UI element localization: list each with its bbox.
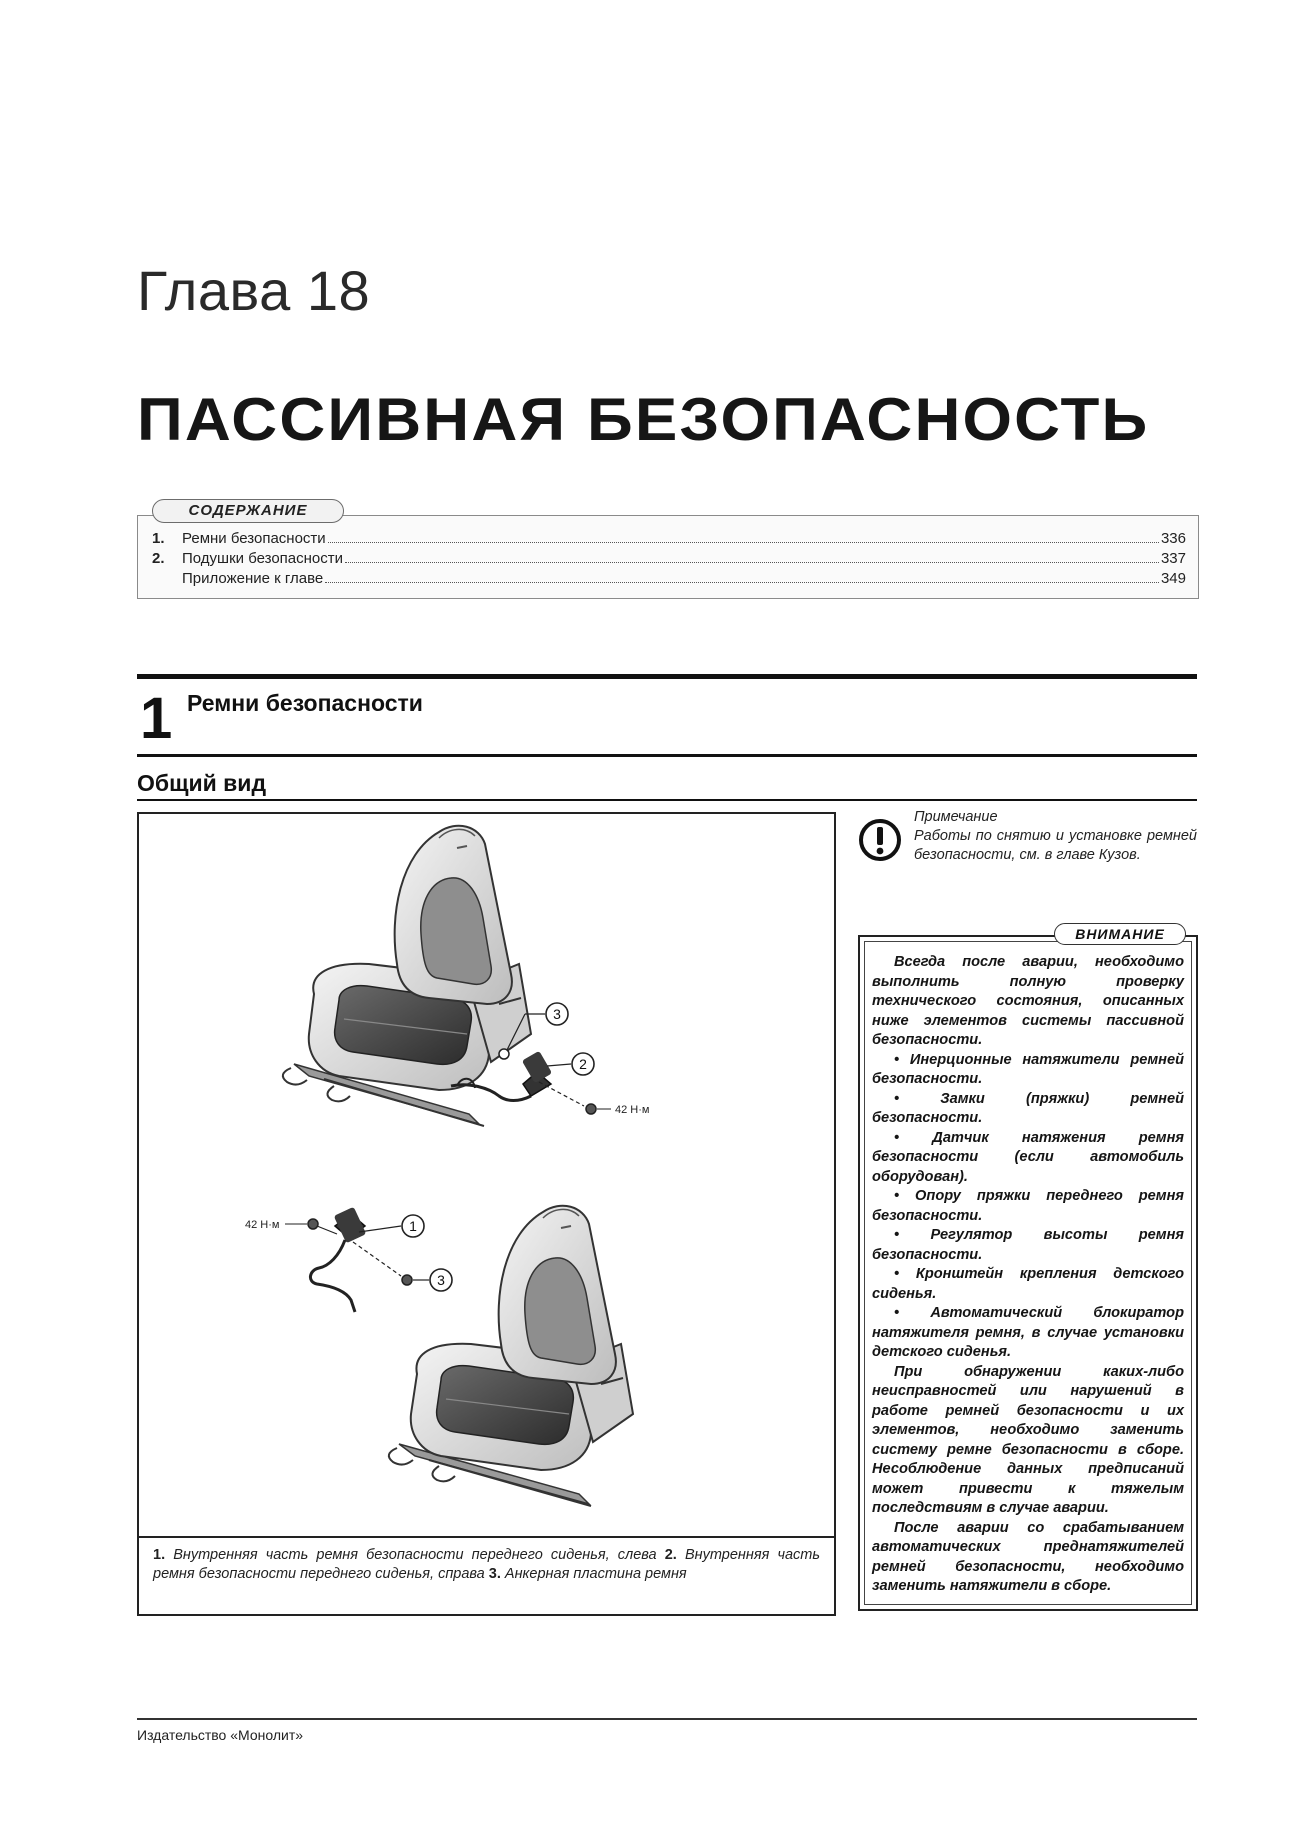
figure-caption xyxy=(153,1546,820,1584)
note-text: Работы по снятию и установке ремней безопасности, см. в главе Кузов. xyxy=(914,828,1197,863)
chapter-label: Глава 18 xyxy=(137,259,371,322)
callout-1 xyxy=(402,1215,424,1237)
section-title: Ремни безопасности xyxy=(187,690,423,716)
callout-label: 3 xyxy=(553,1006,561,1022)
warning-list-item: • Кронштейн крепления детского сиденья. xyxy=(872,1266,1184,1302)
toc-item-page: 336 xyxy=(1160,530,1186,547)
publisher-footer: Издательство «Монолит» xyxy=(137,1727,304,1743)
callout-2 xyxy=(572,1053,594,1075)
warning-list-item: • Инерционные натяжители ремней безопасности. xyxy=(872,1051,1184,1087)
exclamation-icon xyxy=(858,818,902,862)
toc-leader-dots xyxy=(325,582,1159,583)
torque-label-bottom: 42 Н·м xyxy=(245,1219,280,1231)
section-bottom-rule xyxy=(137,754,1197,757)
note-label: Примечание xyxy=(914,809,998,825)
warning-box xyxy=(858,926,1198,1611)
warning-list-item: • Опору пряжки переднего ремня безопасности. xyxy=(872,1188,1184,1224)
warning-body xyxy=(872,953,1184,1597)
toc-item[interactable] xyxy=(152,570,1186,590)
caption-text-2: Внутренняя часть ремня безопасности переднего сиденья, справа xyxy=(153,1547,820,1582)
front-seat-right xyxy=(389,1206,633,1506)
toc-item-text: Подушки безопасности xyxy=(182,550,344,567)
footer-rule xyxy=(137,1718,1197,1720)
toc-leader-dots xyxy=(328,542,1159,543)
toc-item-page: 337 xyxy=(1160,550,1186,567)
warning-list-item: • Замки (пряжки) ремней безопасности. xyxy=(872,1090,1184,1126)
warning-list-item: • Датчик натяжения ремня безопасности (если автомобиль оборудован). xyxy=(872,1129,1184,1185)
warning-list-item: • Автоматический блокиратор натяжителя ремня, в случае установки детского сиденья. xyxy=(872,1305,1184,1360)
toc-item[interactable] xyxy=(152,550,1186,570)
section-top-rule xyxy=(137,674,1197,679)
callout-label: 3 xyxy=(437,1272,445,1288)
front-seat-left xyxy=(283,826,531,1126)
callout-3-bottom xyxy=(430,1269,452,1291)
subsection-title: Общий вид xyxy=(137,770,267,796)
chapter-title: ПАССИВНАЯ БЕЗОПАСНОСТЬ xyxy=(137,386,1150,453)
toc-item-number: 2. xyxy=(152,550,165,567)
caption-text-1: Внутренняя часть ремня безопасности переднего сиденья, слева xyxy=(173,1547,657,1563)
callout-label: 2 xyxy=(579,1056,587,1072)
toc-item-page: 349 xyxy=(1160,570,1186,587)
toc-item-text: Приложение к главе xyxy=(182,570,324,587)
caption-number-1: 1. xyxy=(153,1547,166,1563)
seat-belt-illustration xyxy=(139,814,834,1534)
warning-heading: ВНИМАНИЕ xyxy=(1054,923,1186,945)
note-block xyxy=(914,808,1197,865)
warning-list-item: • Регулятор высоты ремня безопасности. xyxy=(872,1227,1184,1263)
toc-leader-dots xyxy=(345,562,1159,563)
caption-text-3: Анкерная пластина ремня xyxy=(504,1566,687,1582)
toc-item-text: Ремни безопасности xyxy=(182,530,326,547)
warning-paragraph: При обнаружении каких-либо неисправностей или нарушений в работе ремней безопасности и их элементов, необходимо заменить систему ремне безопасности в сборе. Несоблюдение данных предписаний может привести к тяжелым последствиям в случае аварии. xyxy=(872,1363,1184,1516)
toc-list xyxy=(152,530,1186,590)
section-number: 1 xyxy=(140,686,173,751)
toc-heading: СОДЕРЖАНИЕ xyxy=(152,499,344,523)
figure-seat-belts xyxy=(137,812,836,1616)
toc-item[interactable] xyxy=(152,530,1186,550)
warning-paragraph: Всегда после аварии, необходимо выполнить полную проверку технического состояния, описанных ниже элементов системы пассивной безопасности. xyxy=(872,954,1184,1048)
table-of-contents xyxy=(137,502,1199,599)
callout-3-top xyxy=(546,1003,568,1025)
callout-label: 1 xyxy=(409,1218,417,1234)
subsection-rule xyxy=(137,799,1197,801)
warning-paragraph: После аварии со срабатыванием автоматических преднатяжителей ремней безопасности, необходимо заменить натяжители в сборе. xyxy=(872,1519,1184,1594)
caption-number-3: 3. xyxy=(488,1566,501,1582)
torque-label-top: 42 Н·м xyxy=(615,1104,650,1116)
caption-number-2: 2. xyxy=(664,1547,677,1563)
toc-item-number: 1. xyxy=(152,530,165,547)
caption-separator xyxy=(139,1536,834,1538)
